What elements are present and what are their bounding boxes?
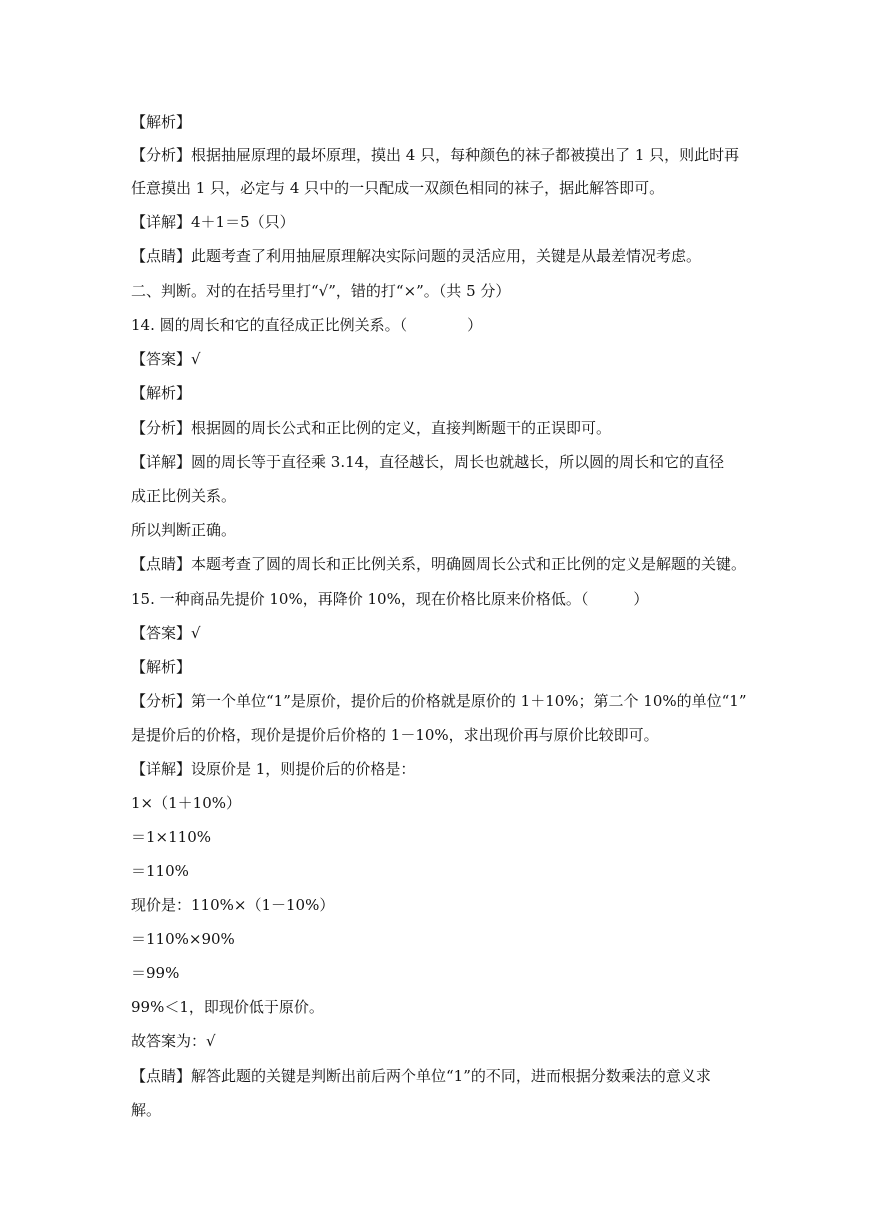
calculation-line: ＝110% — [131, 862, 189, 880]
analysis-text-line: 任意摸出 1 只，必定与 4 只中的一只配成一双颜色相同的袜子，据此解答即可。 — [131, 179, 665, 197]
detail-text-line: 所以判断正确。 — [131, 521, 237, 539]
detail-text-line: 【详解】圆的周长等于直径乘 3.14，直径越长，周长也就越长，所以圆的周长和它的直径 — [131, 453, 725, 471]
calculation-line: ＝110%×90% — [131, 930, 235, 948]
calculation-line: 1×（1＋10%） — [131, 794, 241, 812]
conclusion-line: 99%＜1，即现价低于原价。 — [131, 998, 324, 1016]
section-label-analysis: 【解析】 — [131, 384, 192, 402]
remark-text-line: 【点睛】本题考查了圆的周长和正比例关系，明确圆周长公式和正比例的定义是解题的关键。 — [131, 555, 747, 573]
analysis-text-line: 是提价后的价格，现价是提价后价格的 1－10%，求出现价再与原价比较即可。 — [131, 726, 659, 744]
remark-text-line: 【点睛】此题考查了利用抽屉原理解决实际问题的灵活应用，关键是从最差情况考虑。 — [131, 247, 702, 265]
detail-text-line: 【详解】设原价是 1，则提价后的价格是： — [131, 760, 416, 778]
calculation-line: ＝1×110% — [131, 828, 211, 846]
answer-summary-line: 故答案为：√ — [131, 1032, 216, 1050]
analysis-text-line: 【分析】第一个单位“1”是原价，提价后的价格就是原价的 1＋10%；第二个 10%的单位“1” — [131, 692, 747, 710]
calculation-line: 现价是：110%×（1－10%） — [131, 896, 335, 914]
section-heading: 二、判断。对的在括号里打“√”，错的打“×”。（共 5 分） — [131, 282, 511, 300]
detail-text-line: 【详解】4＋1＝5（只） — [131, 213, 295, 231]
analysis-text-line: 【分析】根据圆的周长公式和正比例的定义，直接判断题干的正误即可。 — [131, 419, 612, 437]
section-label-analysis: 【解析】 — [131, 113, 192, 131]
detail-text-line: 成正比例关系。 — [131, 487, 237, 505]
question-15: 15. 一种商品先提价 10%，再降价 10%，现在价格比原来价格低。（ ） — [131, 590, 649, 608]
calculation-line: ＝99% — [131, 964, 180, 982]
section-label-analysis: 【解析】 — [131, 658, 192, 676]
answer-line: 【答案】√ — [131, 624, 201, 642]
analysis-text-line: 【分析】根据抽屉原理的最坏原理，摸出 4 只，每种颜色的袜子都被摸出了 1 只，则此时再 — [131, 146, 740, 164]
question-14: 14. 圆的周长和它的直径成正比例关系。（ ） — [131, 316, 483, 334]
remark-text-line: 【点睛】解答此题的关键是判断出前后两个单位“1”的不同，进而根据分数乘法的意义求 — [131, 1067, 711, 1085]
remark-text-line: 解。 — [131, 1101, 162, 1119]
answer-line: 【答案】√ — [131, 350, 201, 368]
